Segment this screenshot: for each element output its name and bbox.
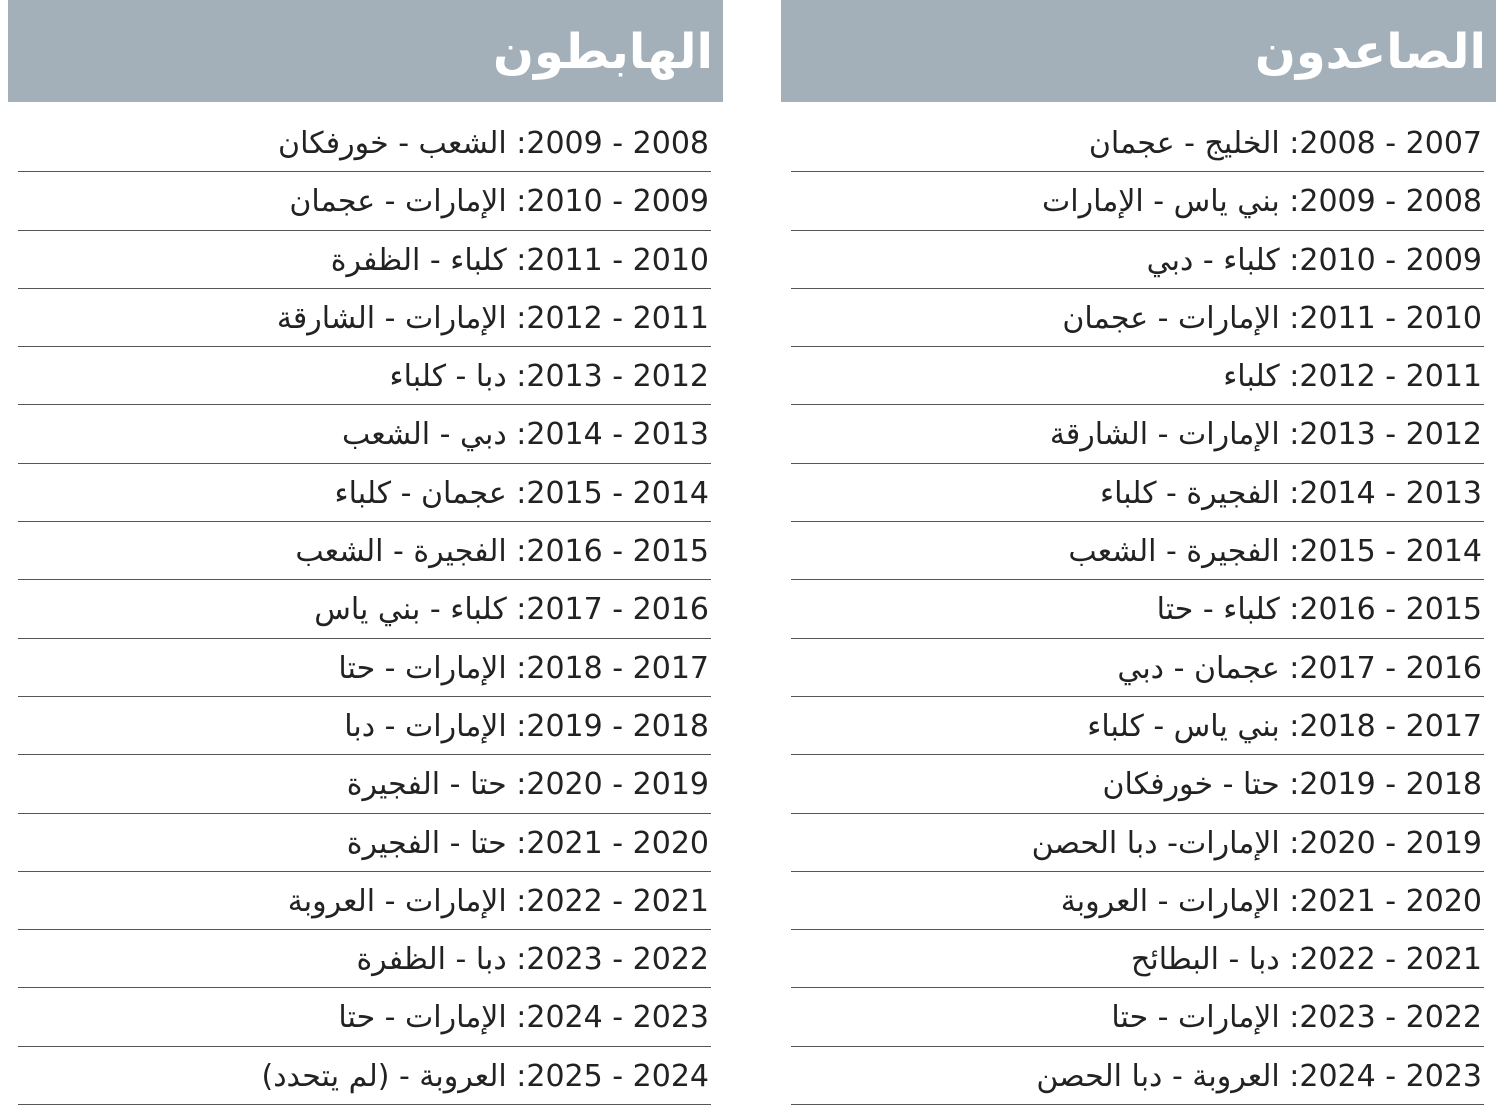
list-item: 2014 - 2015: الفجيرة - الشعب bbox=[791, 522, 1484, 580]
list-item: 2012 - 2013: الإمارات - الشارقة bbox=[791, 405, 1484, 463]
list-item: 2022 - 2023: الإمارات - حتا bbox=[791, 988, 1484, 1046]
list-item: 2020 - 2021: حتا - الفجيرة bbox=[18, 814, 711, 872]
list-item: 2021 - 2022: دبا - البطائح bbox=[791, 930, 1484, 988]
list-item: 2015 - 2016: كلباء - حتا bbox=[791, 580, 1484, 638]
promoted-header: الصاعدون bbox=[781, 0, 1496, 102]
list-item: 2019 - 2020: الإمارات- دبا الحصن bbox=[791, 814, 1484, 872]
list-item: 2016 - 2017: كلباء - بني ياس bbox=[18, 580, 711, 638]
list-item: 2007 - 2008: الخليج - عجمان bbox=[791, 114, 1484, 172]
relegated-panel bbox=[8, 0, 723, 1105]
list-item: 2017 - 2018: الإمارات - حتا bbox=[18, 639, 711, 697]
list-item: 2018 - 2019: حتا - خورفكان bbox=[791, 755, 1484, 813]
relegated-header: الهابطون bbox=[8, 0, 723, 102]
list-item: 2011 - 2012: الإمارات - الشارقة bbox=[18, 289, 711, 347]
list-item: 2013 - 2014: الفجيرة - كلباء bbox=[791, 464, 1484, 522]
list-item: 2011 - 2012: كلباء bbox=[791, 347, 1484, 405]
list-item: 2010 - 2011: الإمارات - عجمان bbox=[791, 289, 1484, 347]
list-item: 2012 - 2013: دبا - كلباء bbox=[18, 347, 711, 405]
relegated-list bbox=[18, 102, 711, 1105]
list-item: 2023 - 2024: العروبة - دبا الحصن bbox=[791, 1047, 1484, 1105]
promoted-panel bbox=[781, 0, 1496, 1105]
list-item: 2024 - 2025: العروبة - (لم يتحدد) bbox=[18, 1047, 711, 1105]
list-item: 2014 - 2015: عجمان - كلباء bbox=[18, 464, 711, 522]
list-item: 2020 - 2021: الإمارات - العروبة bbox=[791, 872, 1484, 930]
list-item: 2023 - 2024: الإمارات - حتا bbox=[18, 988, 711, 1046]
list-item: 2021 - 2022: الإمارات - العروبة bbox=[18, 872, 711, 930]
list-item: 2010 - 2011: كلباء - الظفرة bbox=[18, 231, 711, 289]
list-item: 2018 - 2019: الإمارات - دبا bbox=[18, 697, 711, 755]
list-item: 2009 - 2010: كلباء - دبي bbox=[791, 231, 1484, 289]
list-item: 2016 - 2017: عجمان - دبي bbox=[791, 639, 1484, 697]
list-item: 2022 - 2023: دبا - الظفرة bbox=[18, 930, 711, 988]
list-item: 2008 - 2009: بني ياس - الإمارات bbox=[791, 172, 1484, 230]
promoted-list bbox=[791, 102, 1484, 1105]
list-item: 2017 - 2018: بني ياس - كلباء bbox=[791, 697, 1484, 755]
list-item: 2015 - 2016: الفجيرة - الشعب bbox=[18, 522, 711, 580]
list-item: 2019 - 2020: حتا - الفجيرة bbox=[18, 755, 711, 813]
list-item: 2008 - 2009: الشعب - خورفكان bbox=[18, 114, 711, 172]
list-item: 2013 - 2014: دبي - الشعب bbox=[18, 405, 711, 463]
list-item: 2009 - 2010: الإمارات - عجمان bbox=[18, 172, 711, 230]
